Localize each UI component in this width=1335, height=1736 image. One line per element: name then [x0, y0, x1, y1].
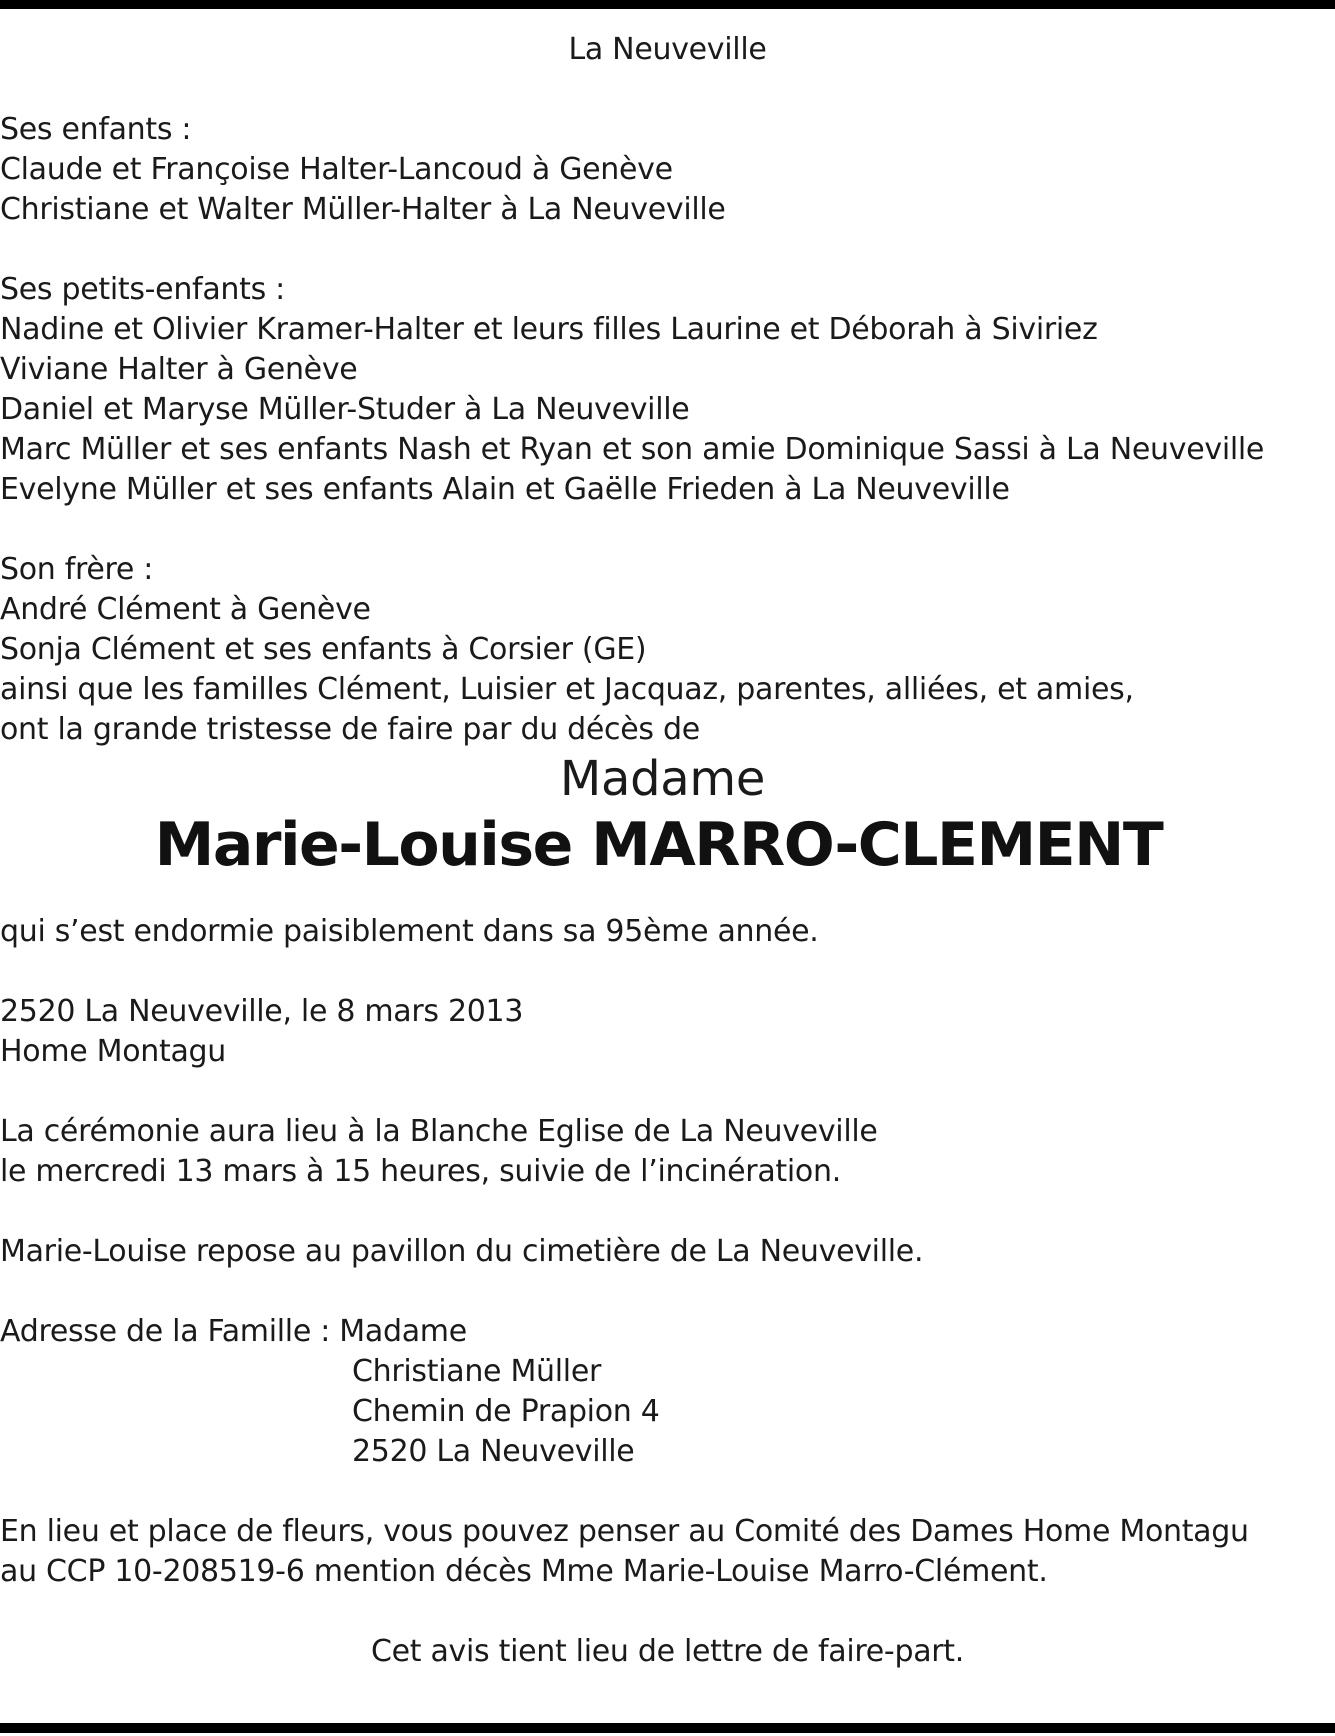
footer-note: Cet avis tient lieu de lettre de faire-part.: [370, 1634, 965, 1669]
deceased-title: Madame: [559, 751, 766, 807]
place-date-section: [0, 992, 1335, 1072]
rest-statement: Marie-Louise repose au pavillon du cimetière de La Neuveville.: [0, 1234, 924, 1269]
bottom-border-rule: [0, 1723, 1335, 1733]
place-date-line: 2520 La Neuveville, le 8 mars 2013: [0, 994, 524, 1029]
brother-entry: Sonja Clément et ses enfants à Corsier (GE): [0, 632, 647, 667]
spacer: [0, 510, 1335, 550]
children-entry: Claude et Françoise Halter-Lancoud à Genève: [0, 152, 673, 187]
ceremony-line: le mercredi 13 mars à 15 heures, suivie de l’incinération.: [0, 1154, 841, 1189]
spacer: [0, 1592, 1335, 1632]
spacer: [0, 1272, 1335, 1312]
family-address-line: Madame: [339, 1314, 467, 1349]
donation-line: En lieu et place de fleurs, vous pouvez penser au Comité des Dames Home Montagu: [0, 1514, 1249, 1549]
deceased-name: Marie-Louise MARRO-CLEMENT: [154, 810, 1163, 880]
brother-entry: André Clément à Genève: [0, 592, 371, 627]
ceremony-section: [0, 1112, 1335, 1192]
children-section: [0, 110, 1335, 230]
family-address-line: 2520 La Neuveville: [352, 1434, 635, 1469]
header-place: La Neuveville: [568, 32, 767, 67]
spacer: [0, 1072, 1335, 1112]
family-address-section: [0, 1312, 1335, 1472]
family-address-first-line: [0, 1312, 1335, 1352]
grandchildren-entry: Nadine et Olivier Kramer-Halter et leurs filles Laurine et Déborah à Siviriez: [0, 312, 1098, 347]
spacer: [0, 1472, 1335, 1512]
children-heading: Ses enfants :: [0, 112, 192, 147]
grandchildren-heading: Ses petits-enfants :: [0, 272, 285, 307]
donation-line: au CCP 10-208519-6 mention décès Mme Marie-Louise Marro-Clément.: [0, 1554, 1048, 1589]
brother-section: [0, 550, 1335, 750]
families-line: ainsi que les familles Clément, Luisier et Jacquaz, parentes, alliées, et amies,: [0, 672, 1134, 707]
grandchildren-entry: Viviane Halter à Genève: [0, 352, 358, 387]
top-border-rule: [0, 0, 1335, 9]
spacer: [0, 230, 1335, 270]
ceremony-line: La cérémonie aura lieu à la Blanche Eglise de La Neuveville: [0, 1114, 878, 1149]
donation-section: [0, 1512, 1335, 1592]
obituary-notice: [0, 30, 1335, 1672]
grandchildren-entry: Marc Müller et ses enfants Nash et Ryan et son amie Dominique Sassi à La Neuveville: [0, 432, 1265, 467]
children-entry: Christiane et Walter Müller-Halter à La Neuveville: [0, 192, 726, 227]
announcement-line: ont la grande tristesse de faire par du décès de: [0, 712, 700, 747]
family-address-line: Chemin de Prapion 4: [352, 1394, 660, 1429]
passing-statement: qui s’est endormie paisiblement dans sa 95ème année.: [0, 914, 819, 949]
spacer: [0, 952, 1335, 992]
spacer: [0, 882, 1335, 912]
brother-heading: Son frère :: [0, 552, 154, 587]
family-address-label: Adresse de la Famille :: [0, 1314, 331, 1349]
grandchildren-section: [0, 270, 1335, 510]
home-name-line: Home Montagu: [0, 1034, 226, 1069]
family-address-line: Christiane Müller: [352, 1354, 602, 1389]
spacer: [0, 70, 1335, 110]
grandchildren-entry: Daniel et Maryse Müller-Studer à La Neuveville: [0, 392, 690, 427]
grandchildren-entry: Evelyne Müller et ses enfants Alain et Gaëlle Frieden à La Neuveville: [0, 472, 1010, 507]
spacer: [0, 1192, 1335, 1232]
deceased-name-block: [0, 752, 1335, 882]
